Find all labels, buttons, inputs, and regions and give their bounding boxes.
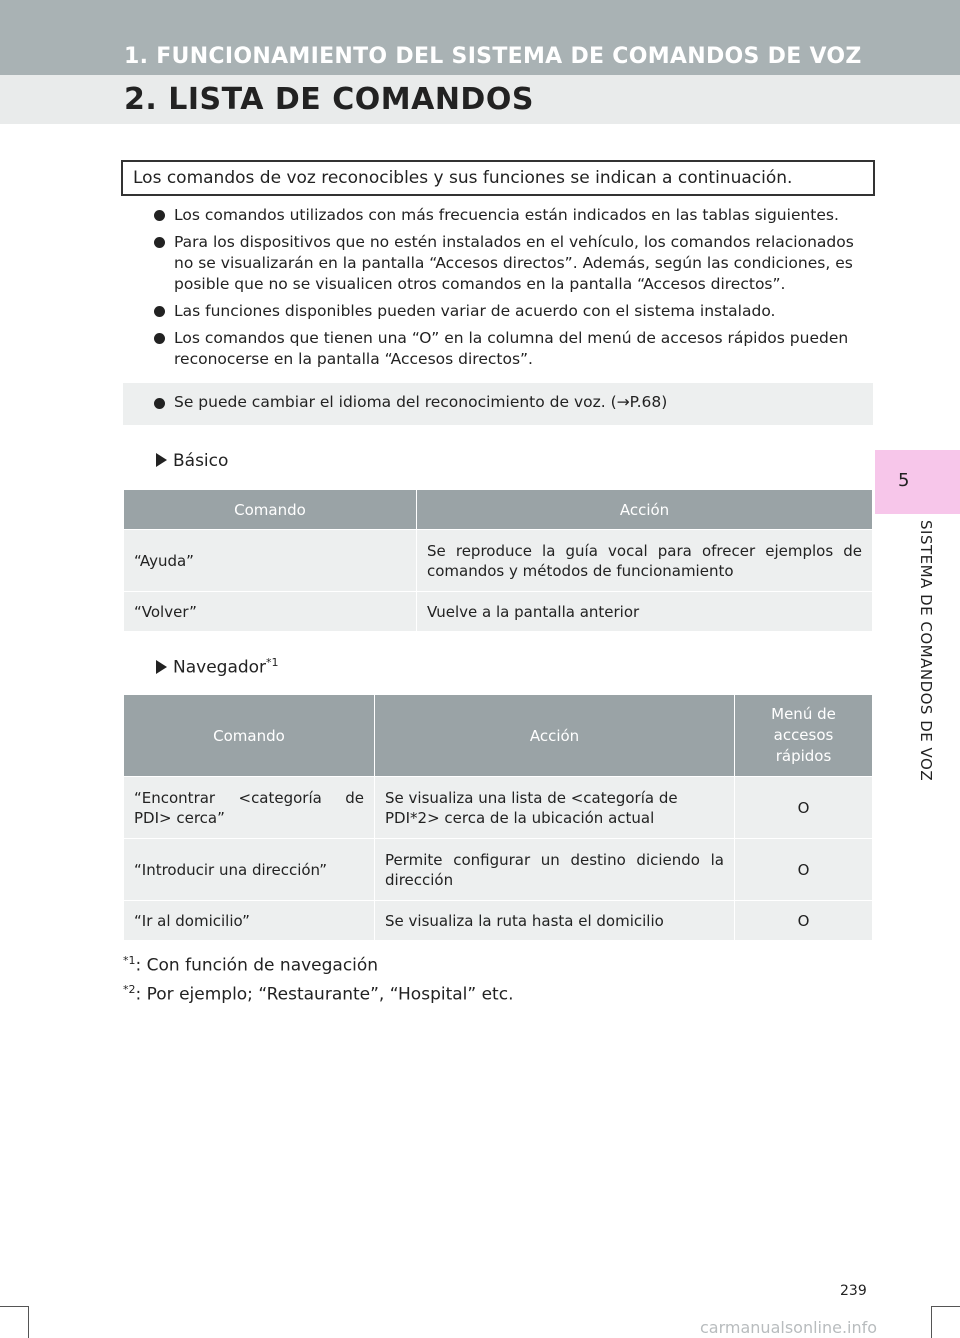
action-cell: Se visualiza la ruta hasta el domicilio [375,901,735,941]
bullet-text: Los comandos utilizados con más frecuencia están indicados en las tablas siguientes. [174,206,839,224]
bullet-item [152,232,867,295]
crop-mark [931,1306,932,1338]
footnote-text: : Con función de navegación [135,955,379,976]
bullet-item [152,328,867,370]
chapter-title: 2. LISTA DE COMANDOS [124,82,534,117]
table-header-row [124,490,873,530]
note-text: Se puede cambiar el idioma del reconocimiento de voz. (→P.68) [174,393,668,411]
crop-mark [0,1306,28,1307]
bullet-text: Para los dispositivos que no estén instalados en el vehículo, los comandos relacionados no se visualizarán en la pantalla “Accesos directos”. Además, según las condiciones, es posible que no se visualicen otros comandos en la pantalla “Accesos directos”. [174,233,854,293]
table-row [124,592,873,632]
footnote-2 [123,983,513,1005]
action-cell: Vuelve a la pantalla anterior [417,592,873,632]
action-cell: Se reproduce la guía vocal para ofrecer ejemplos de comandos y métodos de funcionamiento [417,530,873,592]
basic-heading-text: Básico [173,451,229,471]
note-box [123,383,873,425]
command-cell: “Ayuda” [124,530,417,592]
bullet-dot-icon [154,237,165,248]
col-accion: Acción [417,490,873,530]
col-menu-accesos: Menú de accesos rápidos [735,695,873,777]
bullet-text: Las funciones disponibles pueden variar de acuerdo con el sistema instalado. [174,302,776,320]
table-row [124,839,873,901]
command-cell: “Ir al domicilio” [124,901,375,941]
shortcut-cell: O [735,839,873,901]
command-cell: “Introducir una dirección” [124,839,375,901]
command-cell: “Volver” [124,592,417,632]
bullet-text: Los comandos que tienen una “O” en la columna del menú de accesos rápidos pueden reconocerse en la pantalla “Accesos directos”. [174,329,849,368]
chapter-side-label: SISTEMA DE COMANDOS DE VOZ [917,520,935,782]
chapter-tab [875,450,960,514]
crop-mark [932,1306,960,1307]
bullet-item [152,301,867,322]
page-header [0,0,960,124]
action-cell: Permite configurar un destino diciendo la dirección [375,839,735,901]
watermark: carmanualsonline.info [700,1318,878,1337]
shortcut-cell: O [735,901,873,941]
page-number: 239 [840,1283,867,1299]
nav-heading [156,656,279,678]
footnote-mark: *2 [123,983,136,996]
basic-table [123,489,873,632]
intro-box: Los comandos de voz reconocibles y sus funciones se indican a continuación. [121,160,875,196]
crop-mark [28,1306,29,1338]
bullet-dot-icon [154,306,165,317]
bullet-list [152,205,867,376]
col-comando: Comando [124,490,417,530]
chapter-tab-number: 5 [898,470,910,491]
action-cell: Se visualiza una lista de <categoría de PDI*2> cerca de la ubicación actual [375,777,735,839]
basic-heading [156,451,228,471]
col-comando: Comando [124,695,375,777]
section-title: 1. FUNCIONAMIENTO DEL SISTEMA DE COMANDOS DE VOZ [124,44,862,69]
bullet-dot-icon [154,210,165,221]
bullet-dot-icon [154,398,165,409]
footnote-mark: *1 [123,954,136,967]
nav-table [123,694,873,941]
nav-heading-text: Navegador [173,657,267,678]
command-cell: “Encontrar <categoría de PDI> cerca” [124,777,375,839]
table-row [124,901,873,941]
table-header-row [124,695,873,777]
table-row [124,777,873,839]
col-accion: Acción [375,695,735,777]
bullet-dot-icon [154,333,165,344]
bullet-item [152,205,867,226]
footnote-text: : Por ejemplo; “Restaurante”, “Hospital” etc. [135,984,514,1005]
triangle-right-icon [156,453,167,467]
shortcut-cell: O [735,777,873,839]
footnote-1 [123,954,378,976]
note-item [152,393,667,411]
footnote-mark: *1 [266,656,279,669]
triangle-right-icon [156,660,167,674]
table-row [124,530,873,592]
